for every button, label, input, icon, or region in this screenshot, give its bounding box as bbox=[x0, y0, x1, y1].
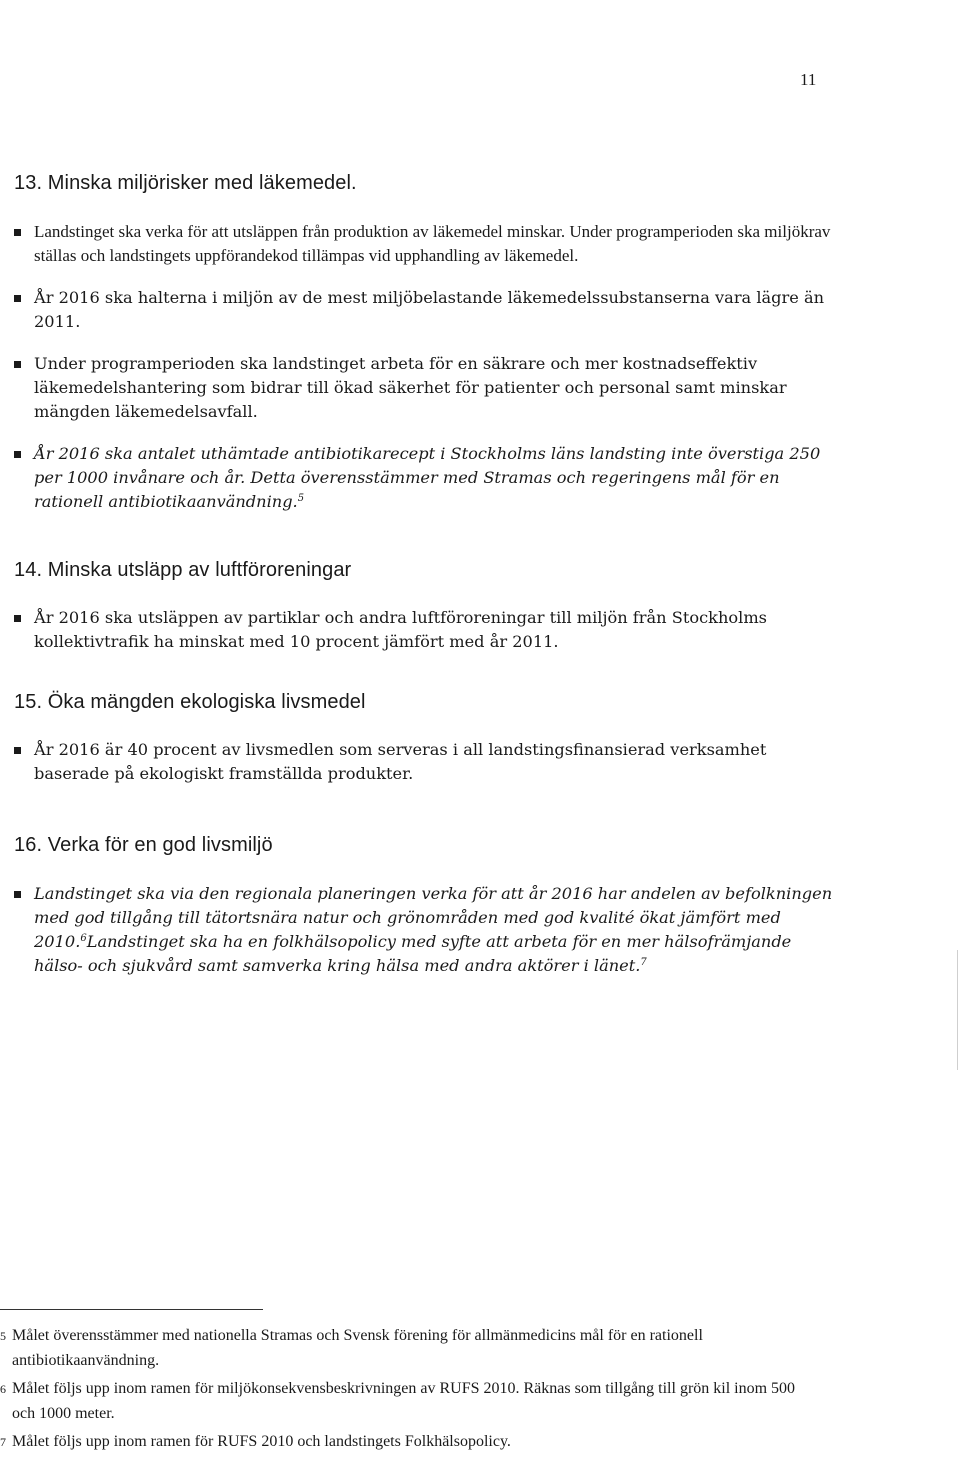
list-item-text: Under programperioden ska landstinget arbeta för en säkrare och mer kostnadseffektiv läkemedelshantering som bidrar till ökad säkerhet för patienter och personal samt minskar mängden läkemedelsavfall. bbox=[34, 354, 787, 421]
bullet-icon bbox=[14, 451, 21, 458]
section-heading-15: 15. Öka mängden ekologiska livsmedel bbox=[14, 691, 366, 713]
list-item bbox=[14, 352, 834, 424]
footnote-text: Målet följs upp inom ramen för RUFS 2010 och landstingets Folkhälsopolicy. bbox=[12, 1433, 511, 1450]
section-heading-14: 14. Minska utsläpp av luftföroreningar bbox=[14, 559, 352, 581]
bullet-icon bbox=[14, 229, 21, 236]
list-item bbox=[14, 606, 834, 654]
list-item bbox=[14, 738, 834, 786]
footnote-ref: 7 bbox=[640, 957, 647, 968]
bullet-icon bbox=[14, 615, 21, 622]
footnote-number: 5 bbox=[0, 1329, 6, 1343]
footnote bbox=[0, 1376, 820, 1426]
page-number: 11 bbox=[800, 70, 817, 89]
footnote bbox=[0, 1429, 820, 1454]
section-heading-13: 13. Minska miljörisker med läkemedel. bbox=[14, 172, 357, 194]
section-heading-16: 16. Verka för en god livsmiljö bbox=[14, 834, 273, 856]
bullet-icon bbox=[14, 891, 21, 898]
bullet-icon bbox=[14, 361, 21, 368]
list-item-text: Landstinget ska via den regionala planeringen verka för att år 2016 har andelen av befolkningen med god tillgång till tätortsnära natur och grönområden med god kvalité ökat jämfört med 2010. bbox=[34, 884, 833, 951]
footnote-ref: 5 bbox=[297, 493, 305, 504]
list-item bbox=[14, 442, 834, 514]
footnote-ref: 6 bbox=[80, 933, 87, 944]
section-13-list bbox=[14, 220, 834, 532]
list-item-text: År 2016 ska antalet uthämtade antibiotikarecept i Stockholms läns landsting inte överstiga 250 per 1000 invånare och år. Detta överensstämmer med Stramas och regeringens mål för en rationell antibiotikaanvändning. bbox=[34, 444, 821, 511]
footnote bbox=[0, 1323, 820, 1373]
bullet-icon bbox=[14, 295, 21, 302]
footnote-number: 7 bbox=[0, 1435, 6, 1449]
bullet-icon bbox=[14, 747, 21, 754]
section-15-list bbox=[14, 738, 834, 804]
list-item bbox=[14, 882, 834, 978]
footnote-divider bbox=[0, 1309, 263, 1310]
list-item-text: År 2016 är 40 procent av livsmedlen som serveras i all landstingsfinansierad verksamhet baserade på ekologiskt framställda produkter. bbox=[34, 740, 767, 783]
footnote-number: 6 bbox=[0, 1382, 6, 1396]
footnote-text: Målet följs upp inom ramen för miljökonsekvensbeskrivningen av RUFS 2010. Räknas som tillgång till grön kil inom 500 och 1000 meter. bbox=[12, 1380, 796, 1422]
list-item bbox=[14, 286, 834, 334]
footnote-text: Målet överensstämmer med nationella Stramas och Svensk förening för allmänmedicins mål för en rationell antibiotikaanvändning. bbox=[12, 1327, 703, 1369]
footnotes bbox=[0, 1323, 820, 1457]
list-item bbox=[14, 220, 834, 268]
page-edge-line bbox=[957, 950, 958, 1070]
list-item-text: År 2016 ska halterna i miljön av de mest miljöbelastande läkemedelssubstanserna vara lägre än 2011. bbox=[34, 288, 825, 331]
section-16-list bbox=[14, 882, 834, 996]
list-item-text: Landstinget ska verka för att utsläppen från produktion av läkemedel minskar. Under programperioden ska miljökrav ställas och landstingets uppförandekod tillämpas vid upphandling av läkemedel. bbox=[34, 222, 831, 265]
list-item-text: År 2016 ska utsläppen av partiklar och andra luftföroreningar till miljön från Stockholms kollektivtrafik ha minskat med 10 procent jämfört med år 2011. bbox=[34, 608, 767, 651]
section-14-list bbox=[14, 606, 834, 672]
list-item-text: Landstinget ska ha en folkhälsopolicy med syfte att arbeta för en mer hälsofrämjande hälso- och sjukvård samt samverka kring hälsa med andra aktörer i länet. bbox=[34, 932, 792, 975]
